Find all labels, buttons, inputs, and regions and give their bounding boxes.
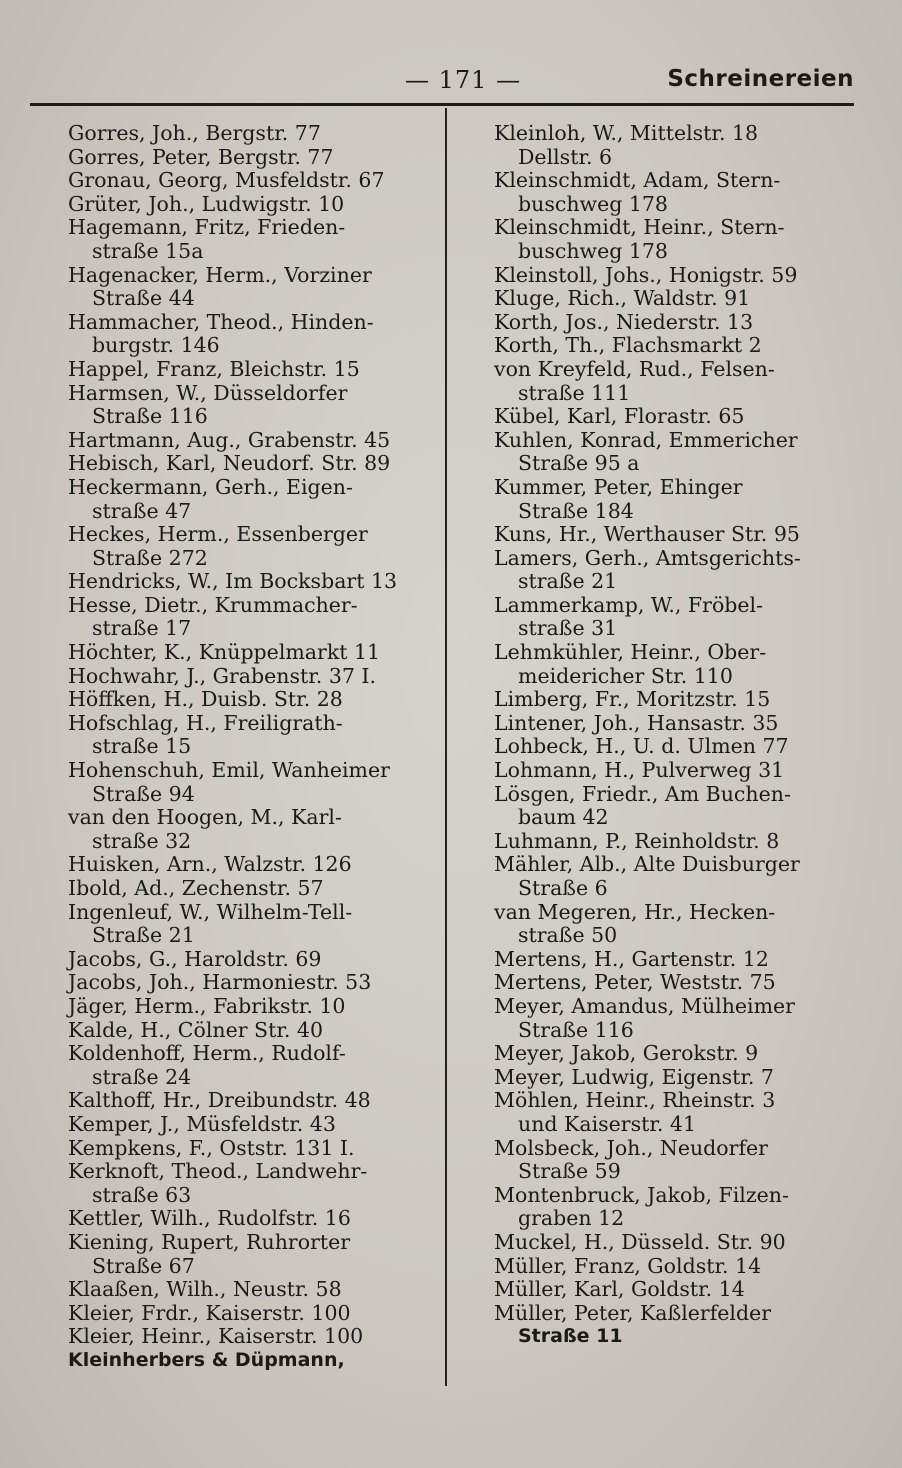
directory-entry [494,1042,866,1066]
directory-entry [68,264,440,311]
directory-entry [494,948,866,972]
directory-entry [494,1184,866,1231]
column-divider [445,108,447,1386]
directory-entry [68,169,440,193]
entry-line: Ingenleuf, W., Wilhelm-Tell- [68,899,353,924]
entry-continuation-line: Straße 59 [518,1159,621,1184]
entry-continuation-line: buschweg 178 [518,238,668,263]
directory-entry [494,759,866,783]
directory-entry [494,1278,866,1302]
entry-line: Hendricks, W., Im Bocksbart 13 [68,569,398,594]
entry-line: Klaaßen, Wilh., Neustr. 58 [68,1277,342,1302]
directory-entry [494,1231,866,1255]
entry-continuation-line: straße 15a [92,238,204,263]
entry-continuation-line: straße 111 [518,380,631,405]
entry-line: Kuns, Hr., Werthauser Str. 95 [494,522,800,547]
entry-continuation-line: baum 42 [518,805,609,830]
entry-line: von Kreyfeld, Rud., Felsen- [494,356,775,381]
entry-continuation-line: Straße 116 [92,404,208,429]
directory-entry [68,641,440,665]
entry-line: Meyer, Amandus, Mülheimer [494,993,795,1018]
directory-entry [494,688,866,712]
directory-entry [68,1089,440,1113]
entry-continuation-line: straße 24 [92,1064,192,1089]
entry-continuation-line: straße 63 [92,1182,192,1207]
directory-entry [494,641,866,688]
entry-line: Mähler, Alb., Alte Duisburger [494,852,800,877]
entry-line: van Megeren, Hr., Hecken- [494,899,776,924]
entry-line: Hagenacker, Herm., Vorziner [68,262,372,287]
directory-entry [68,853,440,877]
entry-line: Kiening, Rupert, Ruhrorter [68,1229,351,1254]
entry-line: Lehmkühler, Heinr., Ober- [494,640,767,665]
entry-line: Heckermann, Gerh., Eigen- [68,474,353,499]
entry-line: Grüter, Joh., Ludwigstr. 10 [68,191,345,216]
entry-line: Hagemann, Fritz, Frieden- [68,215,346,240]
entry-line: Kempkens, F., Oststr. 131 I. [68,1135,355,1160]
entry-line: Höffken, H., Duisb. Str. 28 [68,687,343,712]
entry-continuation-line: Straße 184 [518,498,634,523]
directory-entry [494,712,866,736]
entry-continuation-line: straße 50 [518,923,618,948]
entry-line: Mertens, H., Gartenstr. 12 [494,946,769,971]
directory-entry [68,1231,440,1278]
directory-entry [68,1207,440,1231]
entry-line: Müller, Karl, Goldstr. 14 [494,1277,745,1302]
page-header [30,62,854,102]
directory-entry [494,901,866,948]
entry-line: Lohbeck, H., U. d. Ulmen 77 [494,734,789,759]
directory-entry [68,877,440,901]
entry-line: Huisken, Arn., Walzstr. 126 [68,852,352,877]
entry-continuation-line: straße 47 [92,498,192,523]
entry-line: van den Hoogen, M., Karl- [68,805,342,830]
directory-entry [494,334,866,358]
entry-line: Höchter, K., Knüppelmarkt 11 [68,640,381,665]
entry-continuation-line: buschweg 178 [518,191,668,216]
directory-entry [68,665,440,689]
entry-line: Gorres, Peter, Bergstr. 77 [68,144,334,169]
entry-line: Hartmann, Aug., Grabenstr. 45 [68,427,391,452]
entry-line: Hohenschuh, Emil, Wanheimer [68,758,390,783]
entry-line: Kleier, Frdr., Kaiserstr. 100 [68,1300,351,1325]
entry-line: Kleinstoll, Johs., Honigstr. 59 [494,262,798,287]
directory-entry [68,216,440,263]
entry-continuation-line: Straße 272 [92,545,208,570]
directory-entry [68,806,440,853]
directory-entry [68,146,440,170]
entry-line: Mertens, Peter, Weststr. 75 [494,970,776,995]
entry-line: Kleinloh, W., Mittelstr. 18 [494,121,759,145]
entry-continuation-line: burgstr. 146 [92,333,220,358]
entry-line: Lösgen, Friedr., Am Buchen- [494,781,791,806]
entry-continuation-line: Straße 21 [92,923,195,948]
directory-entry [68,358,440,382]
page-number: — 171 — [405,66,522,94]
entry-continuation-line: und Kaiserstr. 41 [518,1111,697,1136]
right-column [494,122,866,1349]
directory-entry [494,523,866,547]
entry-continuation-line: meidericher Str. 110 [518,663,733,688]
entry-continuation-line: Straße 95 a [518,451,640,476]
directory-entry [68,122,440,146]
directory-entry [494,783,866,830]
entry-line: Korth, Th., Flachsmarkt 2 [494,333,762,358]
directory-entry [68,311,440,358]
header-rule [30,103,854,106]
directory-entry [494,476,866,523]
entry-line: Kleier, Heinr., Kaiserstr. 100 [68,1324,364,1349]
entry-line: Jäger, Herm., Fabrikstr. 10 [68,993,346,1018]
entry-continuation-line: straße 17 [92,616,192,641]
entry-line: Korth, Jos., Niederstr. 13 [494,309,754,334]
entry-continuation-line: Straße 116 [518,1017,634,1042]
directory-entry [494,1302,866,1326]
entry-line: Koldenhoff, Herm., Rudolf- [68,1041,346,1066]
entry-line: Lammerkamp, W., Fröbel- [494,592,764,617]
entry-line: Jacobs, Joh., Harmoniestr. 53 [68,970,372,995]
directory-entry [494,971,866,995]
entry-line: Müller, Peter, Kaßlerfelder [494,1300,772,1325]
entry-line: Lohmann, H., Pulverweg 31 [494,758,785,783]
directory-entry [494,1066,866,1090]
directory-entry [68,1325,440,1349]
entry-continuation-line: straße 15 [92,734,192,759]
entry-continuation-line: Straße 44 [92,286,195,311]
section-title: Schreinereien [667,66,854,92]
entry-line: Jacobs, G., Haroldstr. 69 [68,946,322,971]
entry-line: Luhmann, P., Reinholdstr. 8 [494,828,780,853]
entry-line: Lintener, Joh., Hansastr. 35 [494,710,779,735]
entry-line: Lamers, Gerh., Amtsgerichts- [494,545,801,570]
directory-entry [494,853,866,900]
left-column [68,122,440,1372]
directory-entry [68,688,440,712]
entry-continuation-line: Straße 6 [518,876,608,900]
directory-entry [68,1042,440,1089]
entry-line: Happel, Franz, Bleichstr. 15 [68,356,360,381]
entry-continuation-line: Dellstr. 6 [518,144,613,169]
entry-line: Hesse, Dietr., Krummacher- [68,592,358,617]
entry-line: Gorres, Joh., Bergstr. 77 [68,121,321,145]
directory-entry [68,995,440,1019]
directory-entry [494,122,866,169]
entry-line: Hammacher, Theod., Hinden- [68,309,374,334]
entry-line: Hebisch, Karl, Neudorf. Str. 89 [68,451,391,476]
entry-line: Möhlen, Heinr., Rheinstr. 3 [494,1088,776,1113]
directory-entry [68,901,440,948]
directory-entry [494,405,866,429]
directory-entry [68,476,440,523]
entry-line: Ibold, Ad., Zechenstr. 57 [68,876,324,900]
entry-line: Kalde, H., Cölner Str. 40 [68,1017,323,1042]
directory-entry [494,735,866,759]
directory-entry [494,358,866,405]
directory-entry [68,759,440,806]
directory-entry [68,1137,440,1161]
directory-entry [494,429,866,476]
entry-line: Molsbeck, Joh., Neudorfer [494,1135,768,1160]
entry-line: Limberg, Fr., Moritzstr. 15 [494,687,771,712]
entry-continuation-line: straße 32 [92,828,192,853]
directory-entry [494,547,866,594]
entry-line: Kummer, Peter, Ehinger [494,474,743,499]
entry-line: Kleinherbers & Düpmann, [68,1348,345,1371]
directory-entry [494,1325,866,1349]
entry-line: Kleinschmidt, Heinr., Stern- [494,215,785,240]
entry-line: Kübel, Karl, Florastr. 65 [494,404,745,429]
directory-entry [68,971,440,995]
entry-line: Müller, Franz, Goldstr. 14 [494,1253,762,1278]
entry-line: Hochwahr, J., Grabenstr. 37 I. [68,663,377,688]
entry-line: Kalthoff, Hr., Dreibundstr. 48 [68,1088,371,1113]
directory-entry [68,712,440,759]
entry-line: Montenbruck, Jakob, Filzen- [494,1182,789,1207]
entry-line: Kettler, Wilh., Rudolfstr. 16 [68,1206,351,1231]
directory-entry [494,1137,866,1184]
entry-line: Meyer, Ludwig, Eigenstr. 7 [494,1064,774,1089]
directory-entry [68,1113,440,1137]
directory-entry [494,1255,866,1279]
entry-continuation-line: Straße 94 [92,781,195,806]
entry-continuation-line: straße 31 [518,616,618,641]
entry-line: Kerknoft, Theod., Landwehr- [68,1159,368,1184]
entry-line: Kleinschmidt, Adam, Stern- [494,168,781,193]
directory-entry [68,523,440,570]
directory-entry [494,169,866,216]
entry-line: Harmsen, W., Düsseldorfer [68,380,348,405]
directory-entry [68,382,440,429]
directory-entry [68,193,440,217]
entry-line: Kuhlen, Konrad, Emmericher [494,427,798,452]
directory-entry [494,264,866,288]
entry-line: Heckes, Herm., Essenberger [68,522,368,547]
directory-entry [68,1160,440,1207]
entry-continuation-line: straße 21 [518,569,618,594]
entry-continuation-line: Straße 67 [92,1253,195,1278]
directory-entry [68,429,440,453]
directory-entry [494,594,866,641]
directory-entry [494,830,866,854]
directory-entry [68,1349,440,1373]
entry-line: Meyer, Jakob, Gerokstr. 9 [494,1041,759,1066]
directory-entry [494,311,866,335]
entry-line: Hofschlag, H., Freiligrath- [68,710,343,735]
directory-entry [494,1089,866,1136]
directory-entry [494,287,866,311]
directory-entry [494,995,866,1042]
entry-line: Kluge, Rich., Waldstr. 91 [494,286,751,311]
directory-entry [68,948,440,972]
directory-entry [68,1019,440,1043]
directory-entry [68,452,440,476]
directory-entry [68,594,440,641]
directory-entry [494,216,866,263]
directory-entry [68,570,440,594]
entry-continuation-line: graben 12 [518,1206,625,1231]
directory-entry [68,1278,440,1302]
entry-line: Gronau, Georg, Musfeldstr. 67 [68,168,385,193]
directory-entry [68,1302,440,1326]
entry-line: Kemper, J., Müsfeldstr. 43 [68,1111,336,1136]
entry-line: Straße 11 [518,1325,623,1348]
entry-line: Muckel, H., Düsseld. Str. 90 [494,1229,786,1254]
